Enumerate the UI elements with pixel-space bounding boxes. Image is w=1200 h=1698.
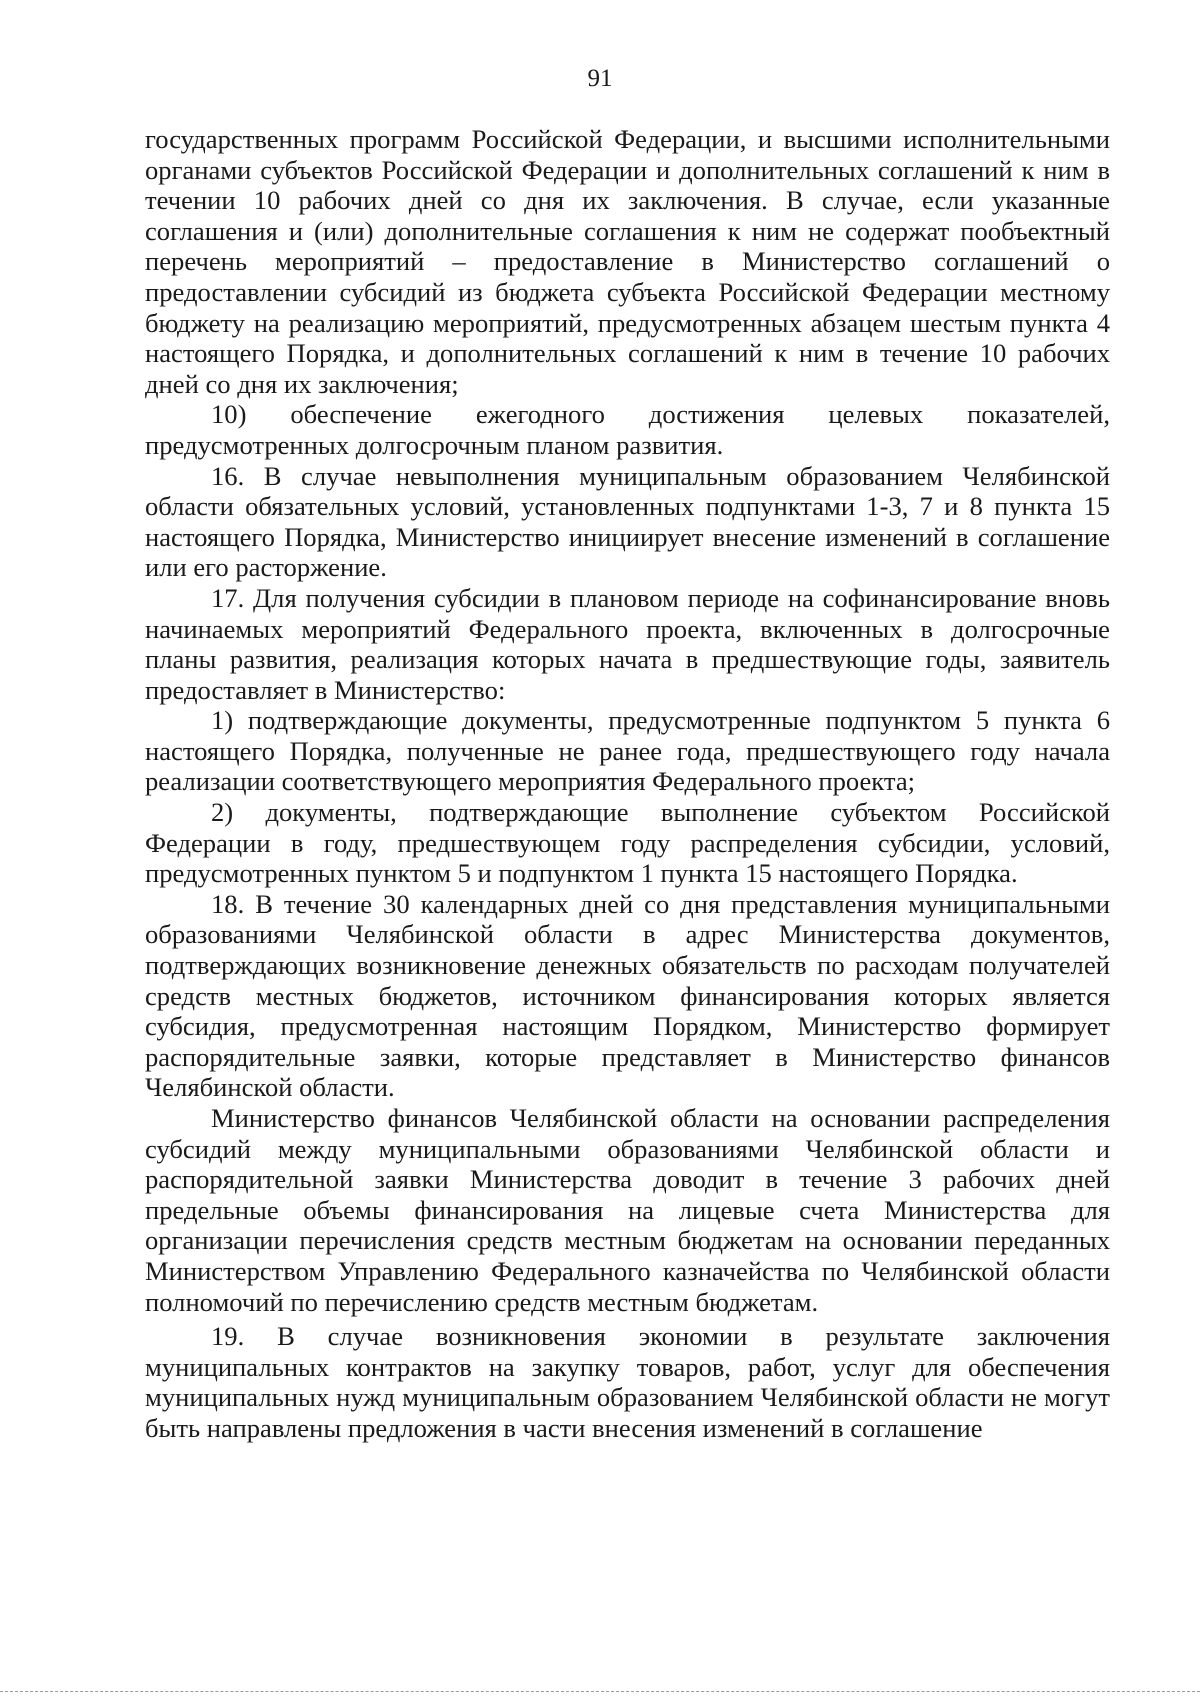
paragraph-clause-17-item-2: 2) документы, подтверждающие выполнение субъектом Российской Федерации в году, предшествующем году распределения субсидии, условий, предусмотренных пунктом 5 и подпунктом 1 пункта 15 настоящего Порядка.: [145, 797, 1110, 889]
paragraph-continuation: государственных программ Российской Федерации, и высшими исполнительными органами субъектов Российской Федерации и дополнительных соглашений к ним в течении 10 рабочих дней со дня их заключения. В случае, если указанные соглашения и (или) дополнительные соглашения к ним не содержат пообъектный перечень мероприятий – предоставление в Министерство соглашений о предоставлении субсидий из бюджета субъекта Российской Федерации местному бюджету на реализацию мероприятий, предусмотренных абзацем шестым пункта 4 настоящего Порядка, и дополнительных соглашений к ним в течение 10 рабочих дней со дня их заключения;: [145, 124, 1110, 399]
paragraph-item-10: 10) обеспечение ежегодного достижения целевых показателей, предусмотренных долгосрочным планом развития.: [145, 399, 1110, 460]
paragraph-clause-17: 17. Для получения субсидии в плановом периоде на софинансирование вновь начинаемых мероприятий Федерального проекта, включенных в долгосрочные планы развития, реализация которых начата в предшествующие годы, заявитель предоставляет в Министерство:: [145, 582, 1110, 705]
paragraph-ministry-finance: Министерство финансов Челябинской области на основании распределения субсидий между муниципальными образованиями Челябинской области и распорядительной заявки Министерства доводит в течение 3 рабочих дней предельные объемы финансирования на лицевые счета Министерства для организации перечисления средств местным бюджетам на основании переданных Министерством Управлению Федерального казначейства по Челябинской области полномочий по перечислению средств местным бюджетам.: [145, 1103, 1110, 1317]
paragraph-clause-19: 19. В случае возникновения экономии в результате заключения муниципальных контрактов на закупку товаров, работ, услуг для обеспечения муниципальных нужд муниципальным образованием Челябинской области не могут быть направлены предложения в части внесения изменений в соглашение: [145, 1321, 1110, 1443]
document-body: [145, 124, 1110, 1444]
paragraph-clause-18: 18. В течение 30 календарных дней со дня представления муниципальными образованиями Челябинской области в адрес Министерства документов, подтверждающих возникновение денежных обязательств по расходам получателей средств местных бюджетов, источником финансирования которых является субсидия, предусмотренная настоящим Порядком, Министерство формирует распорядительные заявки, которые представляет в Министерство финансов Челябинской области.: [145, 888, 1110, 1103]
page-bottom-edge: [0, 1691, 1200, 1692]
paragraph-clause-16: 16. В случае невыполнения муниципальным образованием Челябинской области обязательных условий, установленных подпунктами 1-3, 7 и 8 пункта 15 настоящего Порядка, Министерство инициирует внесение изменений в соглашение или его расторжение.: [145, 460, 1110, 583]
paragraph-clause-17-item-1: 1) подтверждающие документы, предусмотренные подпунктом 5 пункта 6 настоящего Порядка, полученные не ранее года, предшествующего году начала реализации соответствующего мероприятия Федерального проекта;: [145, 705, 1110, 797]
page-number: 91: [587, 65, 613, 92]
